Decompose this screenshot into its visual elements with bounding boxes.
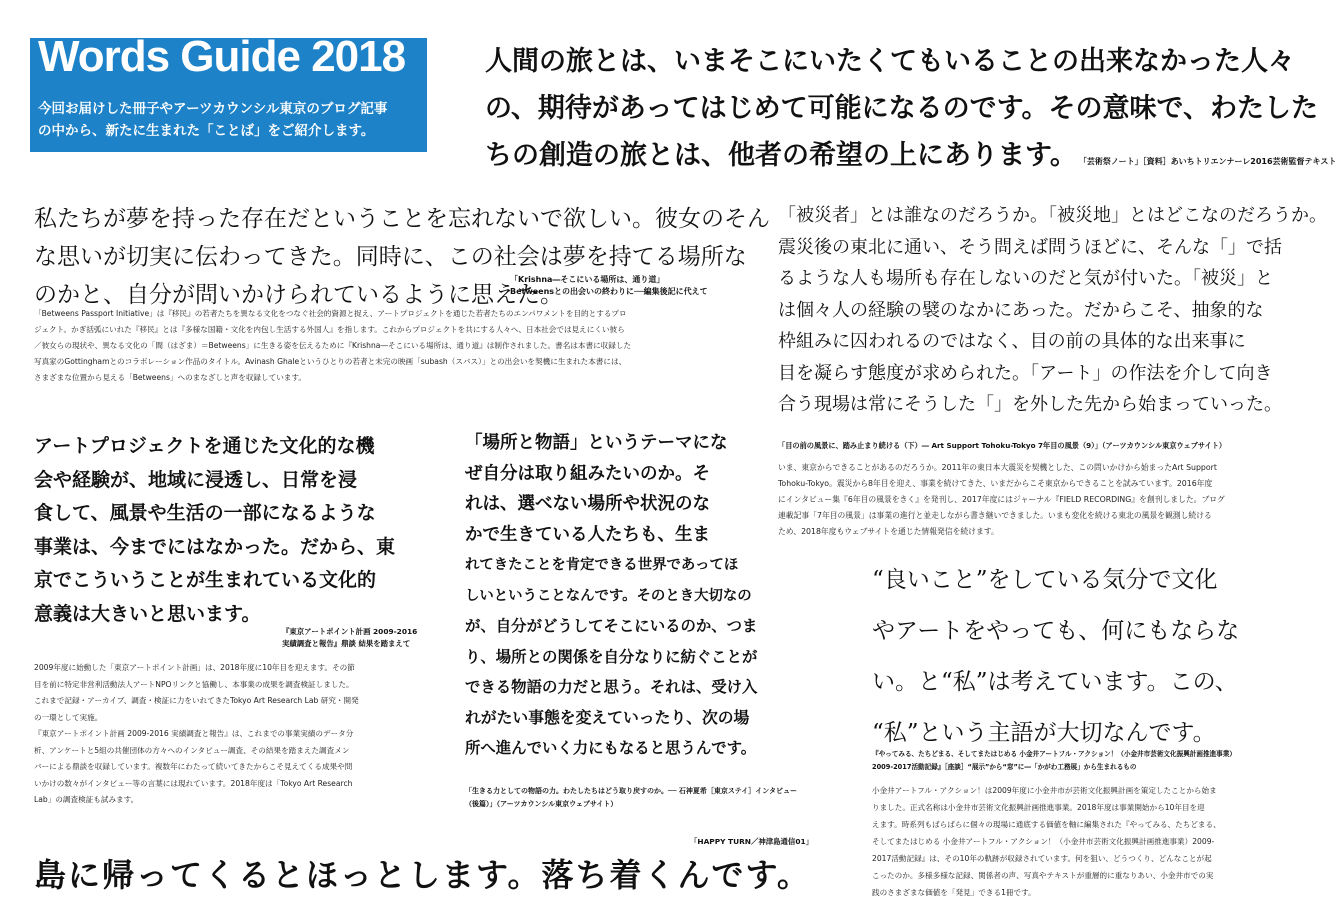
body-line: 『東京アートポイント計画 2009-2016 実績調査と報告』は、これまでの事業実績のデータ分 [34, 729, 354, 738]
body-line: 「Betweens Passport Initiative」は『移民』の若者たちを異なる文化をつなぐ社会的資源と捉え、アートプロジェクトを通じた若者たちのエンパワメントを目的とするプロ [34, 309, 627, 318]
quote-line: 震災後の東北に通い、そう問えば問うほどに、そんな「」で括 [778, 236, 1282, 258]
source-line: 実績調査と報告』鼎談 結果を踏まえて [282, 639, 411, 648]
quote-line: できる物語の力だと思う。それは、受け入 [465, 678, 758, 696]
body-line: 写真家のGottinghamとのコラボレーション作品のタイトル。Avinash Ghaleというひとりの若者と未完の映画「subash（スバス）」との出会いを契機に生まれた本書には、 [34, 357, 627, 366]
source-line: 「Krishna―そこにいる場所は、通り道」 [510, 275, 665, 284]
quote-line: “良いこと”をしている気分で文化 [872, 567, 1218, 593]
body-line: 小金井アートフル・アクション！は2009年度に小金井市が芸術文化振興計画を策定したことから始ま [872, 786, 1217, 795]
header-box [30, 32, 427, 152]
quote-line: 所へ進んでいく力にもなると思うんです。 [465, 739, 757, 757]
quote-good-thing-body [872, 782, 1292, 901]
body-line: 連載記事「7年目の風景」は事業の進行と並走しながら書き継いできました。いまも変化を続ける東北の風景を観測し続ける [778, 511, 1212, 520]
body-line: ジェクト。かぎ括弧にいれた『移民』とは『多様な国籍・文化を内包し生活する外国人』を指します。これからプロジェクトを共にする人々へ、日本社会では見えにくい彼ら [34, 325, 625, 334]
body-line: ／彼女らの現状や、異なる文化の「間（はざま）＝Betweens」に生きる姿を伝えるために『Krishna―そこにいる場所は、通り道』は制作されました。書名は本書に収録した [34, 341, 632, 350]
quote-line: 「被災者」とは誰なのだろうか。「被災地」とはどこなのだろうか。 [778, 205, 1327, 226]
source-line: 『東京アートポイント計画 2009-2016 [282, 627, 418, 636]
quote-place-story-source [465, 785, 825, 811]
quote-art-project-body [34, 660, 424, 809]
quote-good-thing [872, 555, 1282, 759]
body-line: いま、東京からできることがあるのだろうか。2011年の東日本大震災を契機とした、この問いかけから始まったArt Support [778, 463, 1217, 472]
quote-line: 食して、風景や生活の一部になるような [34, 502, 376, 524]
quote-line-text: ちの創造の旅とは、他者の希望の上にあります。 [485, 140, 1077, 171]
quote-line: れてきたことを肯定できる世界であってほ [465, 557, 739, 573]
header-subtitle-line: の中から、新たに生まれた「ことば」をご紹介します。 [38, 123, 375, 139]
quote-good-thing-source [872, 748, 1292, 774]
body-line: Lab」の調査検証も試みます。 [34, 795, 139, 804]
quote-line: 会や経験が、地域に浸透し、日常を浸 [34, 468, 358, 491]
header-subtitle-line: 今回お届けした冊子やアーツカウンシル東京のブログ記事 [38, 101, 388, 117]
quote-line: い。と“私”は考えています。この、 [872, 669, 1238, 695]
body-line: りました。正式名称は小金井市芸術文化振興計画推進事業。2018年度は事業開始から10年目を迎 [872, 803, 1205, 812]
body-line: 析、アンケートと5組の共催団体の方々へのインタビュー調査、その結果を踏まえた調査メン [34, 745, 350, 755]
quote-source: 「芸術祭ノート」［資料］あいちトリエンナーレ2016芸術監督テキスト [1082, 157, 1336, 166]
quote-line: 事業は、今までにはなかった。だから、東 [34, 535, 396, 558]
body-line: こったのか。多様多様な記録、関係者の声、写真やテキストが重層的に重なりあい、小金井市での実 [872, 871, 1214, 880]
header-subtitle [38, 98, 423, 142]
quote-island: 島に帰ってくるとほっとします。落ち着くんです。 [34, 856, 811, 894]
body-line: さまざまな位置から見える「Betweens」へのまなざしと声を収録しています。 [34, 373, 306, 382]
quote-disaster-body [778, 460, 1288, 540]
quote-place-story [465, 428, 825, 764]
quote-art-project [34, 430, 424, 631]
quote-line: かで生きている人たちも、生ま [465, 524, 710, 545]
quote-line: しいということなんです。そのとき大切なの [465, 587, 752, 604]
body-line: 目を前に特定非営利活動法人アートNPOリンクと協働し、本事業の成果を調査検証しました。 [34, 679, 354, 689]
quote-island-source: 「HAPPY TURN／神津島通信01」 [690, 837, 813, 846]
body-line: にインタビュー集『6年目の風景をきく』を発刊し、2017年度にはジャーナル『FIELD RECORDING』を創刊しました。ブログ [778, 495, 1225, 504]
quote-line: るような人も場所も存在しないのだと気が付いた。「被災」と [778, 268, 1273, 289]
source-line: 「生きる力としての物語の力。わたしたちはどう取り戻すのか。── 石神夏希［東京ステイ］インタビュー [465, 787, 797, 795]
quote-dream-source [510, 274, 730, 298]
body-line: Tohoku-Tokyo。震災から8年目を迎え、事業を続けてきた、いまだからこそ東京からできることを試みています。2016年度 [778, 479, 1213, 488]
quote-line: “私”という主語が大切なんです。 [872, 720, 1216, 746]
quote-line: の、期待があってはじめて可能になるのです。その意味で、わたした [485, 93, 1318, 124]
quote-line: 合う現場は常にそうした「」を外した先から始まっていった。 [778, 394, 1282, 415]
quote-line [485, 132, 1336, 179]
body-line: 2017活動記録』は、その10年の軌跡が収録されています。何を狙い、どうつくり、どんなことが起 [872, 854, 1212, 863]
quote-line: 目を凝らす態度が求められた。「アート」の作法を介して向き [778, 362, 1273, 384]
source-line: 2009-2017活動記録』［座談］“展示”から“窓”に―「かがわ工務展」から生まれるもの [872, 763, 1137, 771]
quote-line: 意義は大きいと思います。 [34, 602, 261, 625]
quote-line: 枠組みに囚われるのではなく、目の前の具体的な出来事に [778, 331, 1246, 352]
body-line: いかけの数々がインタビュー等の言葉には現れています。2018年度は「Tokyo Art Research [34, 778, 353, 788]
quote-line: 私たちが夢を持った存在だということを忘れないで欲しい。彼女のそん [34, 206, 770, 232]
quote-line: が、自分がどうしてそこにいるのか、つま [465, 617, 758, 635]
quote-line: ぜ自分は取り組みたいのか。そ [465, 463, 710, 484]
body-line: 2009年度に始動した「東京アートポイント計画」は、2018年度に10年目を迎えます。その節 [34, 663, 355, 672]
quote-line: アートプロジェクトを通じた文化的な機 [34, 435, 375, 457]
source-line: Betweensとの出会いの終わりに──編集後記に代えて [510, 287, 708, 296]
quote-line: 人間の旅とは、いまそこにいたくてもいることの出来なかった人々 [485, 46, 1295, 77]
body-line: の一環として実施。 [34, 712, 103, 722]
quote-dream-body [34, 306, 724, 386]
quote-art-project-source [282, 626, 432, 650]
quote-line: り、場所との関係を自分なりに紡ぐことが [465, 647, 758, 666]
body-line: えます。時系列もばらばらに個々の現場に通底する価値を軸に編集された『やってみる、たちどまる、 [872, 820, 1221, 829]
source-line: （後篇）」（アーツカウンシル東京ウェブサイト） [465, 800, 618, 808]
page-title: Words Guide 2018 [38, 32, 406, 81]
quote-line: やアートをやっても、何にもならな [872, 618, 1240, 644]
body-line: そしてまたはじめる 小金井アートフル・アクション！（小金井市芸術文化振興計画推進事業）2009- [872, 837, 1215, 846]
body-line: これまで記録・アーカイブ、調査・検証に力をいれてきたTokyo Art Research Lab 研究・開発 [34, 696, 359, 705]
source-line: 『やってみる、たちどまる、そしてまたはじめる 小金井アートフル・アクション！（小金井市芸術文化振興計画推進事業） [872, 750, 1236, 758]
quote-line: れがたい事態を変えていったり、次の場 [465, 707, 750, 727]
body-line: 践のさまざまな価値を「発見」できる1冊です。 [872, 888, 1036, 897]
quote-line: 京でこういうことが生まれている文化的 [34, 569, 377, 591]
body-line: ため、2018年度もウェブサイトを通じた情報発信を続けます。 [778, 527, 999, 536]
source-line: 「目の前の風景に、踏み止まり続ける（下）― Art Support Tohoku-Tokyo 7年目の風景（9）」（アーツカウンシル東京ウェブサイト） [778, 441, 1227, 450]
quote-line: 「場所と物語」というテーマにな [465, 433, 728, 453]
body-line: バーによる鼎談を収録しています。複数年にわたって続いてきたからこそ見えてくる成果や問 [34, 762, 353, 771]
quote-line: は個々人の経験の襞のなかにあった。だからこそ、抽象的な [778, 299, 1264, 321]
quote-line: れは、選べない場所や状況のな [465, 494, 710, 514]
quote-travel [485, 38, 1336, 179]
quote-disaster-source [778, 440, 1288, 452]
quote-disaster [778, 200, 1327, 421]
quote-line: のかと、自分が問いかけられているように思えた。 [34, 282, 563, 308]
quote-line: な思いが切実に伝わってきた。同時に、この社会は夢を持てる場所な [34, 244, 747, 270]
